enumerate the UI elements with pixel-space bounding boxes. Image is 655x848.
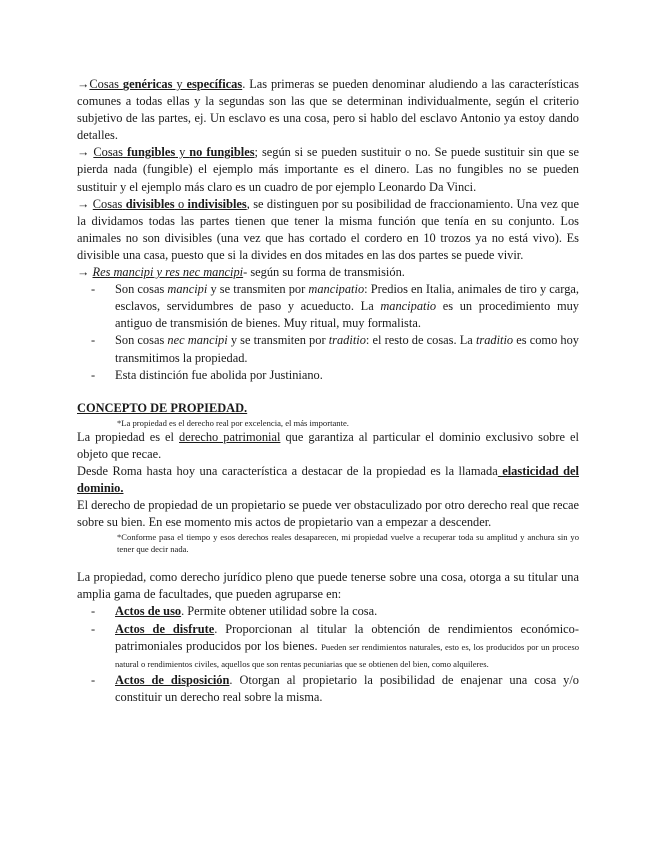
footnote: *Conforme pasa el tiempo y esos derechos reales desaparecen, mi propiedad vuelve a recuperar toda su amplitud y anchura sin yo tener que decir nada. [117,532,579,555]
document-page [77,76,579,706]
conjunction: y [172,77,187,91]
section-heading: CONCEPTO DE PROPIEDAD. [77,400,248,415]
paragraph-text: , se distinguen por su posibilidad de fraccionamiento. Una vez que la dividamos todas las partes tienen que tener la misma función que tenía en su conjunto. Los animales no son divisibles (una vez que has cortado el cordero en 10 trozos ya no está vivo). Es divisible una casa, puesto que si la divides en dos mitades en las dos partes se puede vivir. [77,196,579,262]
list-item: - Son cosas mancipi y se transmiten por mancipatio: Predios en Italia, animales de tiro y carga, esclavos, servidumbres de paso y acueducto. La mancipatio es un procedimiento muy antiguo de transmisión de bienes. Muy ritual, muy formalista. [77,281,579,332]
paragraph-facultades: La propiedad, como derecho jurídico pleno que puede tenerse sobre una cosa, otorga a su titular una amplia gama de facultades, que pueden agruparse en: [77,570,579,602]
arrow: → [77,265,93,280]
paragraph-propiedad: La propiedad es el derecho patrimonial que garantiza al particular el dominio exclusivo sobre el objeto que recae. [77,429,579,461]
conjunction: o [174,196,188,211]
paragraph-cosas-fungibles [77,144,579,195]
term-fungibles: fungibles [126,145,176,160]
term-especificas: específicas [186,77,243,91]
list-item: - Actos de disfrute. Proporcionan al titular la obtención de rendimientos económico-patrimoniales producidos por los bienes. Pueden ser rendimientos naturales, esto es, los producidos por un proceso natural o rendimientos civiles, aquellos que son rentas pecuniarias que se obtienen del bien, como alquileres. [77,621,579,672]
list-item: - Esta distinción fue abolida por Justiniano. [77,367,579,384]
arrow: → [77,145,94,160]
paragraph-text: ; según si se pueden sustituir o no. Se puede sustituir sin que se pierda nada (fungible) el ejemplo más importante es el dinero. Las no fungibles no se pueden sustituir y el ejemplo más claro es un cuadro de por ejemplo Leonardo Da Vinci. [77,145,579,194]
term-no-fungibles: no fungibles [189,145,255,160]
list-item: - Son cosas nec mancipi y se transmiten por traditio: el resto de cosas. La traditio es como hoy transmitimos la propiedad. [77,332,579,366]
term-res-nec-mancipi: res nec mancipi [165,265,244,280]
arrow: → [77,196,93,211]
paragraph-text: . Las primeras se pueden denominar aludiendo a las características comunes a todas ellas y la segundas son las que se determinan individualmente, según el criterio subjetivo de las partes, ej. Un esclavo es una cosa, pero si hablo del esclavo Antonio ya estoy dando detalles. [77,77,580,143]
arrow: → [77,77,90,91]
term-cosas: Cosas [92,196,123,211]
term-genericas: genéricas [122,77,173,91]
mancipi-list [77,281,579,384]
term-res-mancipi: Res mancipi [92,265,154,280]
term-cosas: Cosas [89,77,119,91]
paragraph-res-mancipi [77,264,579,281]
term-indivisibles: indivisibles [187,196,247,211]
paragraph-obstaculizado: El derecho de propiedad de un propietario se puede ver obstaculizado por otro derecho real que recae sobre su bien. En ese momento mis actos de propietario van a empezar a descender. [77,498,579,530]
conjunction: y [153,265,166,280]
paragraph-elasticidad: Desde Roma hasta hoy una característica a destacar de la propiedad es la llamada elasticidad del dominio. [77,463,579,495]
actos-list [77,603,579,706]
paragraph-cosas-genericas [77,76,579,144]
paragraph-cosas-divisibles [77,196,579,264]
conjunction: y [175,145,190,160]
term-cosas: Cosas [93,145,123,160]
list-item: - Actos de disposición. Otorgan al propietario la posibilidad de enajenar una cosa y/o constituir un derecho real sobre la misma. [77,672,579,706]
term-divisibles: divisibles [125,196,175,211]
footnote: *La propiedad es el derecho real por excelencia, el más importante. [117,417,349,428]
paragraph-text: - según su forma de transmisión. [243,265,405,280]
term-derecho-patrimonial: derecho patrimonial [179,429,281,444]
list-item: - Actos de uso. Permite obtener utilidad sobre la cosa. [77,603,579,620]
term-elasticidad: elasticidad del dominio. [77,463,579,495]
